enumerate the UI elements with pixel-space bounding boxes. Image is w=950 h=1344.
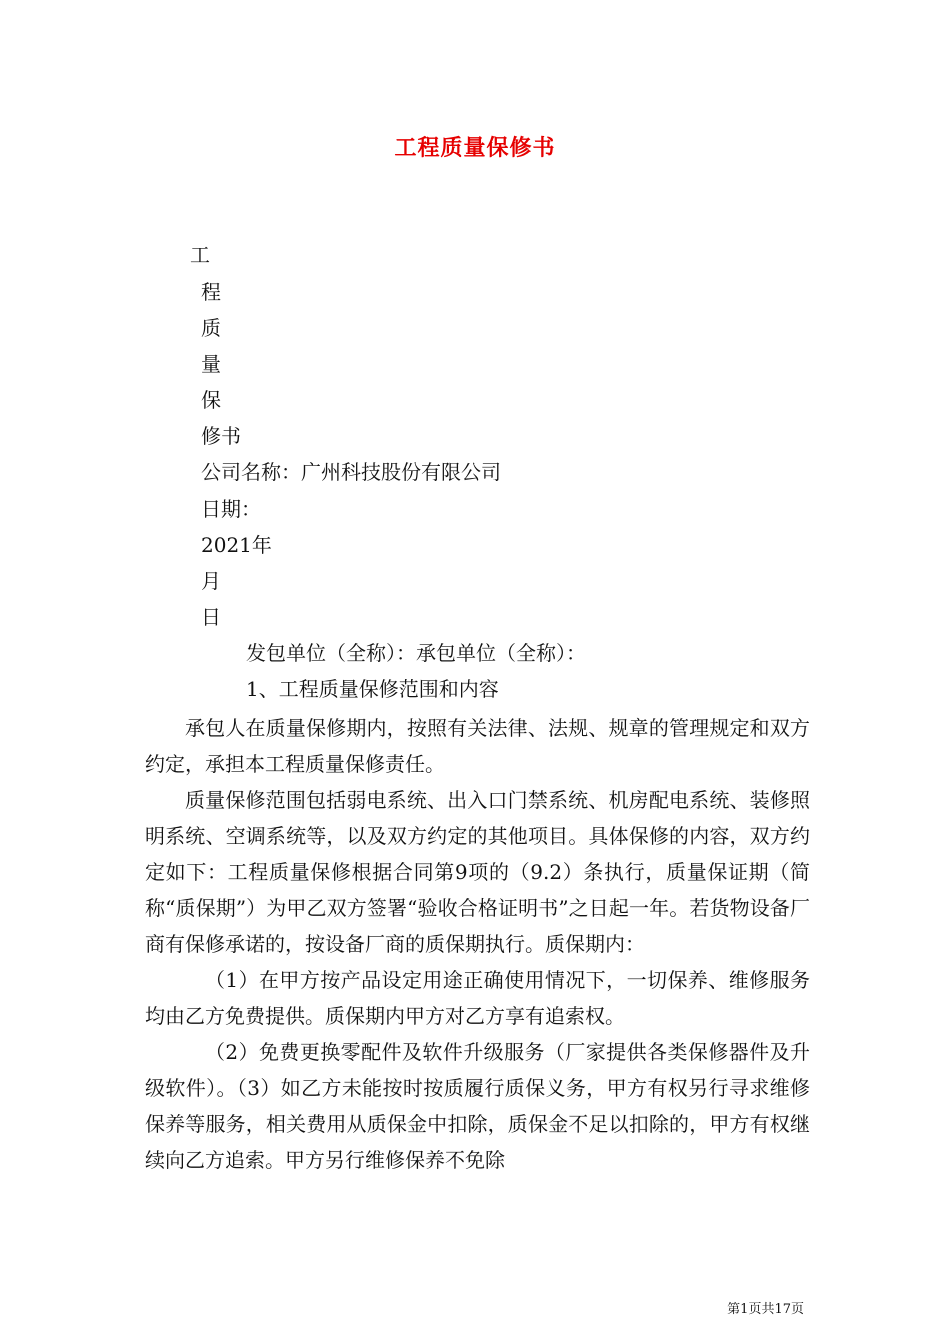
page-footer: 第1页共17页 [727, 1302, 804, 1317]
cover-line-5: 保 [201, 388, 221, 412]
cover-line-1: 工 [190, 243, 210, 267]
parties-line: 发包单位（全称）：承包单位（全称）： [246, 641, 586, 665]
section-heading: 1、工程质量保修范围和内容 [246, 677, 499, 701]
paragraph-3: （1）在甲方按产品设定用途正确使用情况下，一切保养、维修服务均由乙方免费提供。质保期内甲方对乙方享有追索权。 [145, 968, 810, 1028]
paragraph-1: 承包人在质量保修期内，按照有关法律、法规、规章的管理规定和双方约定，承担本工程质量保修责任。 [145, 716, 810, 776]
paragraph-4: （2）免费更换零配件及软件升级服务（厂家提供各类保修器件及升级软件）。（3）如乙方未能按时按质履行质保义务，甲方有权另行寻求维修保养等服务，相关费用从质保金中扣除，质保金不足以扣除的，甲方有权继续向乙方追索。甲方另行维修保养不免除 [145, 1040, 810, 1172]
body-text [145, 710, 810, 1178]
document-title: 工程质量保修书 [394, 135, 556, 161]
cover-line-6: 修书 [201, 424, 241, 448]
cover-line-4: 量 [201, 352, 221, 376]
date-month: 月 [201, 569, 221, 593]
paragraph-2: 质量保修范围包括弱电系统、出入口门禁系统、机房配电系统、装修照明系统、空调系统等，以及双方约定的其他项目。具体保修的内容，双方约定如下：工程质量保修根据合同第9项的（9.2）条执行，质量保证期（简称“质保期”）为甲乙双方签署“验收合格证明书”之日起一年。若货物设备厂商有保修承诺的，按设备厂商的质保期执行。质保期内： [145, 788, 810, 956]
cover-line-3: 质 [201, 316, 221, 340]
cover-line-2: 程 [201, 280, 221, 304]
company-name: 公司名称：广州科技股份有限公司 [201, 460, 501, 484]
date-label: 日期： [201, 497, 261, 521]
date-year: 2021年 [201, 533, 272, 557]
date-day: 日 [201, 605, 221, 629]
